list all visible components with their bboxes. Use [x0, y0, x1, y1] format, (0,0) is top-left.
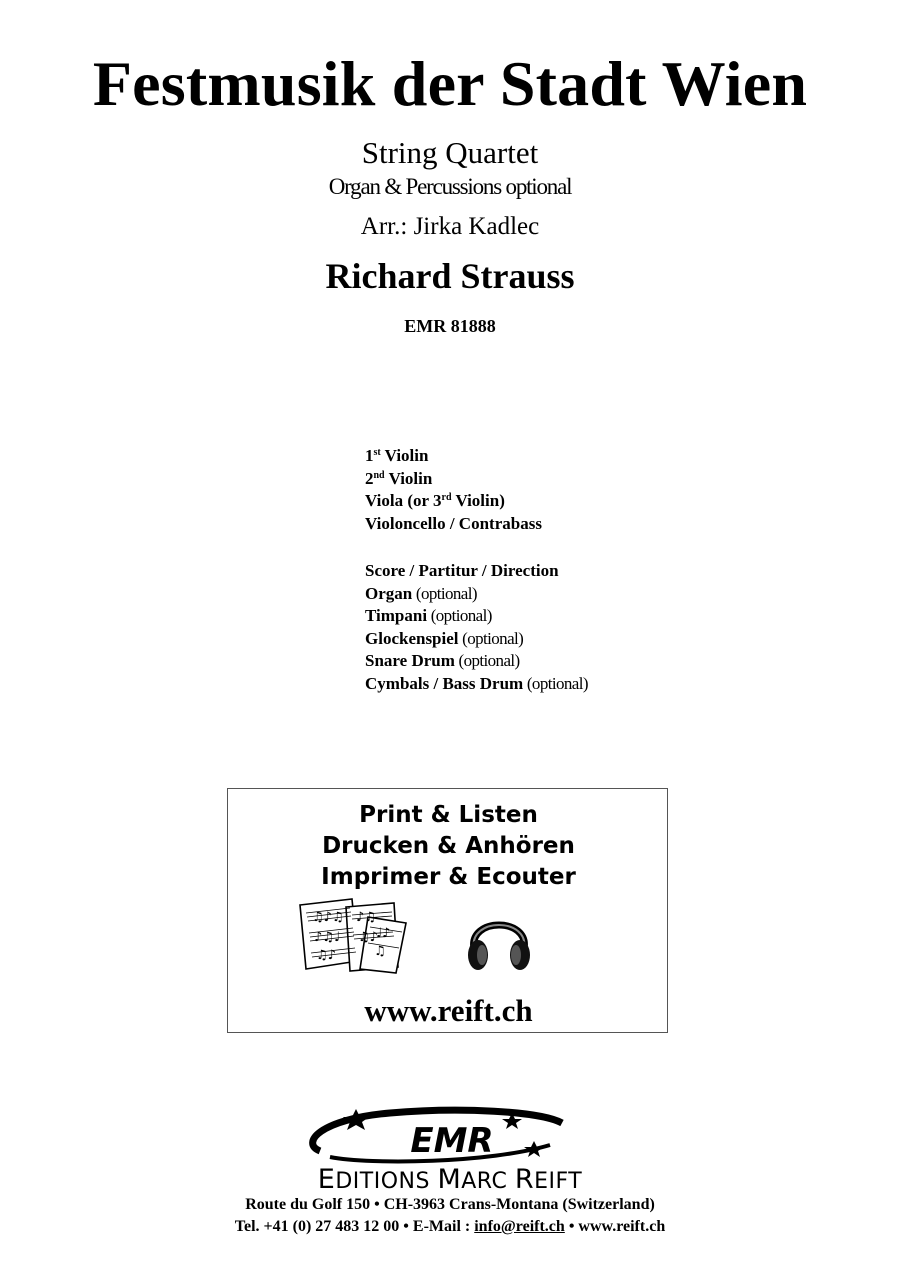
part-item: Glockenspiel (optional): [365, 628, 524, 648]
part-item: Viola (or 3rd Violin): [365, 491, 505, 511]
part-item: Score / Partitur / Direction: [365, 561, 559, 580]
svg-text:♪♫: ♪♫: [356, 910, 376, 925]
logo-text: EMR: [410, 1121, 494, 1161]
emr-logo: [300, 1105, 600, 1167]
optional-instruments-note: Organ & Percussions optional: [328, 174, 572, 199]
svg-text:♩♪: ♩♪: [376, 926, 391, 941]
promo-line-french: Imprimer & Ecouter: [321, 864, 576, 890]
sheet-music-icon: [298, 897, 410, 975]
svg-text:♫♪♫: ♫♪♫: [312, 910, 344, 925]
publisher-name: EDITIONS MARC REIFT: [317, 1164, 583, 1195]
arranger-credit: Arr.: Jirka Kadlec: [360, 213, 540, 240]
headphones-icon: [464, 903, 534, 975]
part-item: Snare Drum (optional): [365, 651, 520, 671]
part-item: Organ (optional): [365, 583, 477, 603]
website-link[interactable]: www.reift.ch: [364, 993, 533, 1028]
email-link[interactable]: info@reift.ch: [474, 1218, 565, 1235]
part-item: Cymbals / Bass Drum (optional): [365, 673, 588, 693]
part-item: Violoncello / Contrabass: [365, 513, 542, 533]
subtitle: String Quartet: [361, 135, 539, 170]
print-listen-box[interactable]: [227, 788, 668, 1033]
svg-text:♫: ♫: [374, 944, 386, 959]
catalog-number: EMR 81888: [404, 316, 496, 336]
svg-text:♪♫♩: ♪♫♩: [314, 930, 341, 945]
svg-text:♫♪: ♫♪: [358, 930, 378, 945]
publisher-contact: Tel. +41 (0) 27 483 12 00 • E-Mail : info@reift.ch • www.reift.ch: [234, 1218, 666, 1235]
promo-line-german: Drucken & Anhören: [322, 833, 575, 859]
svg-text:♫♪: ♫♪: [316, 948, 336, 963]
part-item: 2nd Violin: [365, 468, 433, 488]
part-item: Timpani (optional): [365, 606, 492, 626]
promo-line-english: Print & Listen: [359, 802, 538, 828]
string-parts-list: [365, 445, 542, 535]
part-item: 1st Violin: [365, 446, 429, 465]
page-title: Festmusik der Stadt Wien: [92, 48, 808, 119]
composer-name: Richard Strauss: [325, 256, 575, 296]
publisher-address: Route du Golf 150 • CH-3963 Crans-Montana (Switzerland): [245, 1196, 655, 1213]
additional-parts-list: [365, 560, 588, 696]
